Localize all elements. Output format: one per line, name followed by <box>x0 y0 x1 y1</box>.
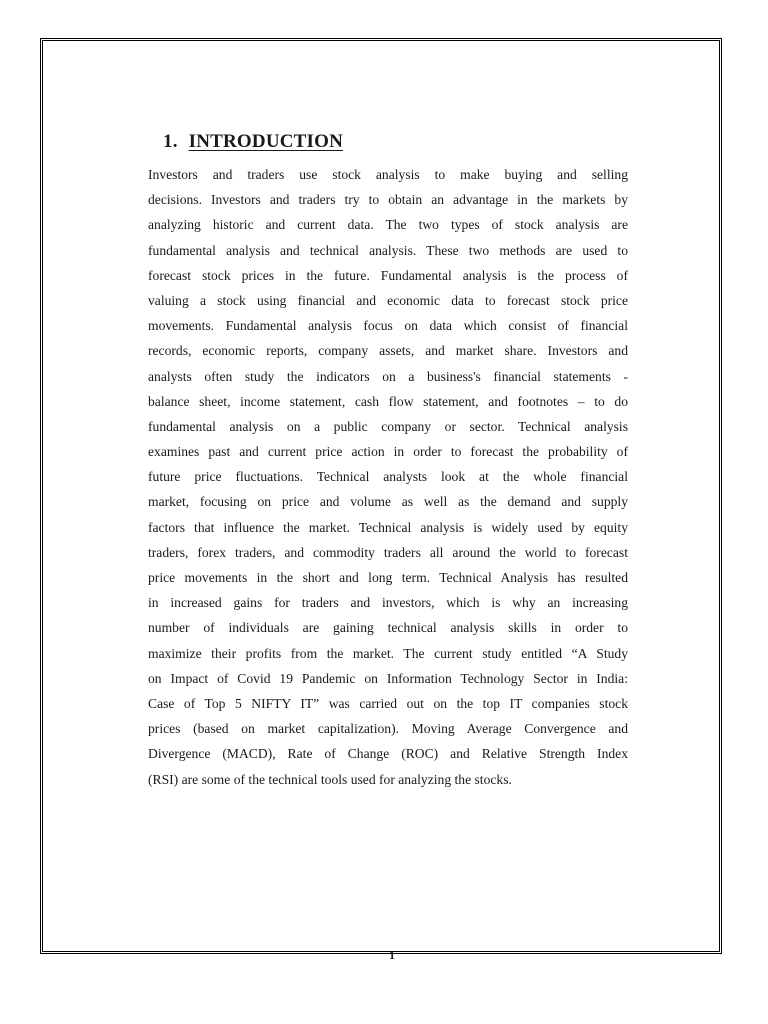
body-line: factors that influence the market. Technical analysis is widely used by equity <box>148 519 628 535</box>
body-line: fundamental analysis on a public company or sector. Technical analysis <box>148 418 628 434</box>
body-line: traders, forex traders, and commodity traders all around the world to forecast <box>148 544 628 560</box>
body-line: movements. Fundamental analysis focus on data which consist of financial <box>148 318 628 334</box>
body-line: examines past and current price action in order to forecast the probability of <box>148 444 628 460</box>
body-line: price movements in the short and long term. Technical Analysis has resulted <box>148 570 628 585</box>
body-line: market, focusing on price and volume as well as the demand and supply <box>148 494 628 510</box>
body-line: on Impact of Covid 19 Pandemic on Information Technology Sector in India: <box>148 670 628 686</box>
body-line: (RSI) are some of the technical tools used for analyzing the stocks. <box>148 771 512 787</box>
body-line: decisions. Investors and traders try to obtain an advantage in the markets by <box>148 192 628 208</box>
body-line: future price fluctuations. Technical analysts look at the whole financial <box>148 469 628 485</box>
body-line: Investors and traders use stock analysis to make buying and selling <box>148 167 628 182</box>
section-title: INTRODUCTION <box>188 131 344 152</box>
body-line: valuing a stock using financial and economic data to forecast stock price <box>148 292 628 308</box>
body-line: forecast stock prices in the future. Fundamental analysis is the process of <box>148 267 628 283</box>
body-line: number of individuals are gaining technical analysis skills in order to <box>148 620 628 636</box>
body-line: records, economic reports, company assets, and market share. Investors and <box>148 343 628 359</box>
section-number: 1. <box>163 131 178 152</box>
body-line: analyzing historic and current data. The two types of stock analysis are <box>148 217 628 233</box>
body-line: fundamental analysis and technical analysis. These two methods are used to <box>148 242 628 258</box>
body-line: prices (based on market capitalization). Moving Average Convergence and <box>148 721 628 737</box>
body-paragraph <box>148 162 628 792</box>
page-number: 1 <box>389 948 395 962</box>
section-heading <box>163 131 343 153</box>
body-line: Case of Top 5 NIFTY IT” was carried out on the top IT companies stock <box>148 695 628 711</box>
body-line: in increased gains for traders and investors, which is why an increasing <box>148 595 628 611</box>
body-line: balance sheet, income statement, cash flow statement, and footnotes – to do <box>148 393 628 409</box>
body-line: maximize their profits from the market. The current study entitled “A Study <box>148 645 628 661</box>
body-line: analysts often study the indicators on a business's financial statements - <box>148 368 628 384</box>
body-line: Divergence (MACD), Rate of Change (ROC) and Relative Strength Index <box>148 746 628 762</box>
